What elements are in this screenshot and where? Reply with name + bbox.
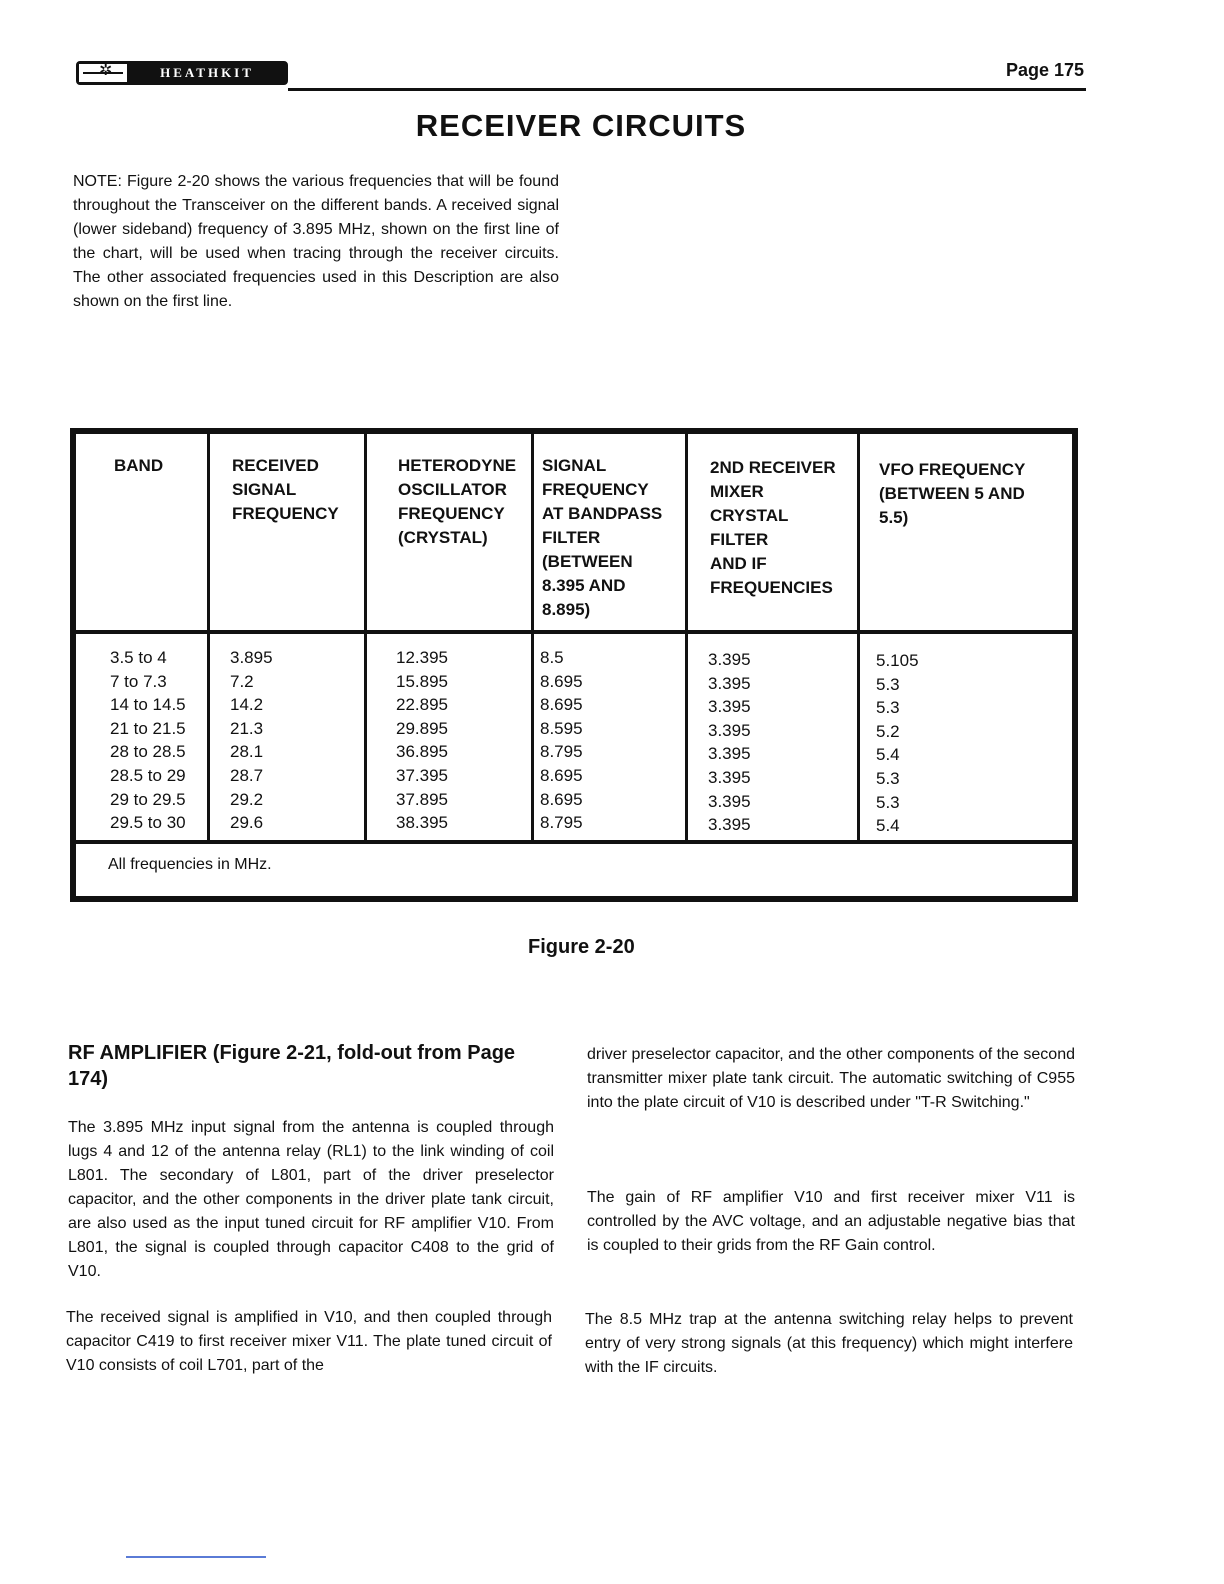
body-paragraph: driver preselector capacitor, and the other components of the second transmitter mixer plate tank circuit. The automatic switching of C955 into the plate circuit of V10 is described under "T-R Switching." (587, 1046, 1075, 1111)
table-cell: 12.395 (396, 648, 448, 667)
header-heterodyne-oscillator: HETERODYNE OSCILLATOR FREQUENCY (CRYSTAL) (398, 456, 517, 547)
table-cell: 29.6 (230, 813, 264, 833)
table-cell: 8.695 (540, 671, 583, 691)
table-cell: 29.5 to 30 (110, 813, 186, 833)
table-footnote: All frequencies in MHz. (108, 856, 272, 873)
table-cell: 36.895 (396, 742, 448, 762)
table-cell: 3.395 (708, 650, 751, 669)
table-cell: 21.3 (230, 718, 264, 738)
column-heterodyne (396, 646, 448, 835)
table-cell: 7.2 (230, 671, 254, 691)
body-paragraph: The gain of RF amplifier V10 and first receiver mixer V11 is controlled by the AVC voltage, and an adjustable negative bias that is coupled to their grids from the RF Gain control. (587, 1189, 1075, 1254)
table-cell: 3.395 (708, 697, 751, 717)
table-cell: 5.105 (876, 651, 919, 670)
figure-caption: Figure 2-20 (528, 936, 635, 958)
table-cell: 3.395 (708, 767, 751, 787)
table-cell: 3.395 (708, 720, 751, 740)
table-cell: 38.395 (396, 813, 448, 833)
table-cell: 5.2 (876, 721, 900, 741)
table-divider (207, 434, 210, 840)
column-received-signal (230, 646, 273, 835)
table-cell: 8.695 (540, 789, 583, 809)
table-cell: 5.3 (876, 674, 900, 694)
page-title: RECEIVER CIRCUITS (415, 108, 747, 143)
table-cell: 8.795 (540, 813, 583, 833)
note-paragraph: NOTE: Figure 2-20 shows the various frequencies that will be found throughout the Transceiver on the different bands. A received signal (lower sideband) frequency of 3.895 MHz, shown on the first line of the chart, will be used when tracing through the receiver circuits. The other associated frequencies used in this Description are also shown on the first line. (73, 173, 559, 310)
table-divider (857, 434, 860, 840)
column-vfo (876, 649, 919, 838)
table-cell: 8.695 (540, 765, 583, 785)
table-cell: 29.895 (396, 718, 448, 738)
table-cell: 3.895 (230, 648, 273, 667)
header-2nd-receiver-mixer: 2ND RECEIVER MIXER CRYSTAL FILTER AND IF FREQUENCIES (710, 458, 836, 597)
table-cell: 28.5 to 29 (110, 765, 186, 785)
column-2nd-mixer (708, 648, 751, 837)
table-cell: 3.5 to 4 (110, 648, 167, 667)
table-divider (685, 434, 688, 840)
table-cell: 5.3 (876, 792, 900, 812)
table-cell: 22.895 (396, 695, 448, 715)
table-cell: 5.3 (876, 768, 900, 788)
logo-emblem-icon (79, 64, 129, 82)
table-cell: 5.4 (876, 745, 900, 765)
table-cell: 37.895 (396, 789, 448, 809)
table-divider (364, 434, 367, 840)
heathkit-logo (76, 61, 288, 85)
header-band: BAND (114, 456, 164, 475)
table-cell: 5.3 (876, 698, 900, 718)
header-bandpass-signal: SIGNAL FREQUENCY AT BANDPASS FILTER (BETWEEN 8.395 AND 8.895) (542, 456, 663, 619)
header-received-signal: RECEIVED SIGNAL FREQUENCY (232, 456, 339, 523)
table-cell: 14.2 (230, 695, 264, 715)
body-paragraph: The received signal is amplified in V10, and then coupled through capacitor C419 to first receiver mixer V11. The plate tuned circuit of V10 consists of coil L701, part of the (66, 1309, 552, 1374)
bottom-divider (126, 1556, 266, 1558)
frequency-table (70, 428, 1078, 902)
body-paragraph: The 3.895 MHz input signal from the antenna is coupled through lugs 4 and 12 of the antenna relay (RL1) to the link winding of coil L801. The secondary of L801, part of the driver preselector capacitor, and the other components in the driver plate tank circuit, are also used as the input tuned circuit for RF amplifier V10. From L801, the signal is coupled through capacitor C408 to the grid of V10. (68, 1119, 554, 1280)
table-cell: 8.795 (540, 742, 583, 762)
table-cell: 8.595 (540, 718, 583, 738)
table-cell: 5.4 (876, 816, 900, 836)
table-cell: 3.395 (708, 744, 751, 764)
table-cell: 3.395 (708, 673, 751, 693)
column-bandpass (540, 646, 583, 835)
table-cell: 28.1 (230, 742, 264, 762)
table-cell: 29 to 29.5 (110, 789, 186, 809)
table-footer-divider (76, 840, 1072, 844)
header-rule (288, 88, 1086, 91)
table-header-divider (76, 630, 1072, 634)
table-cell: 21 to 21.5 (110, 718, 186, 738)
table-cell: 8.695 (540, 695, 583, 715)
table-cell: 8.5 (540, 648, 564, 667)
page-number: Page 175 (1005, 60, 1084, 80)
table-cell: 3.395 (708, 815, 751, 835)
table-divider (531, 434, 534, 840)
header-vfo-frequency: VFO FREQUENCY (BETWEEN 5 AND 5.5) (879, 460, 1026, 527)
table-cell: 3.395 (708, 791, 751, 811)
section-heading: RF AMPLIFIER (Figure 2-21, fold-out from Page 174) (68, 1042, 516, 1090)
table-cell: 15.895 (396, 671, 448, 691)
column-band (110, 646, 186, 835)
table-cell: 28 to 28.5 (110, 742, 186, 762)
table-cell: 7 to 7.3 (110, 671, 167, 691)
body-paragraph: The 8.5 MHz trap at the antenna switching relay helps to prevent entry of very strong signals (at this frequency) which might interfere with the IF circuits. (585, 1311, 1073, 1376)
table-cell: 37.395 (396, 765, 448, 785)
table-cell: 28.7 (230, 765, 264, 785)
table-cell: 29.2 (230, 789, 264, 809)
logo-brand-text: HEATHKIT (160, 65, 254, 80)
table-cell: 14 to 14.5 (110, 695, 186, 715)
